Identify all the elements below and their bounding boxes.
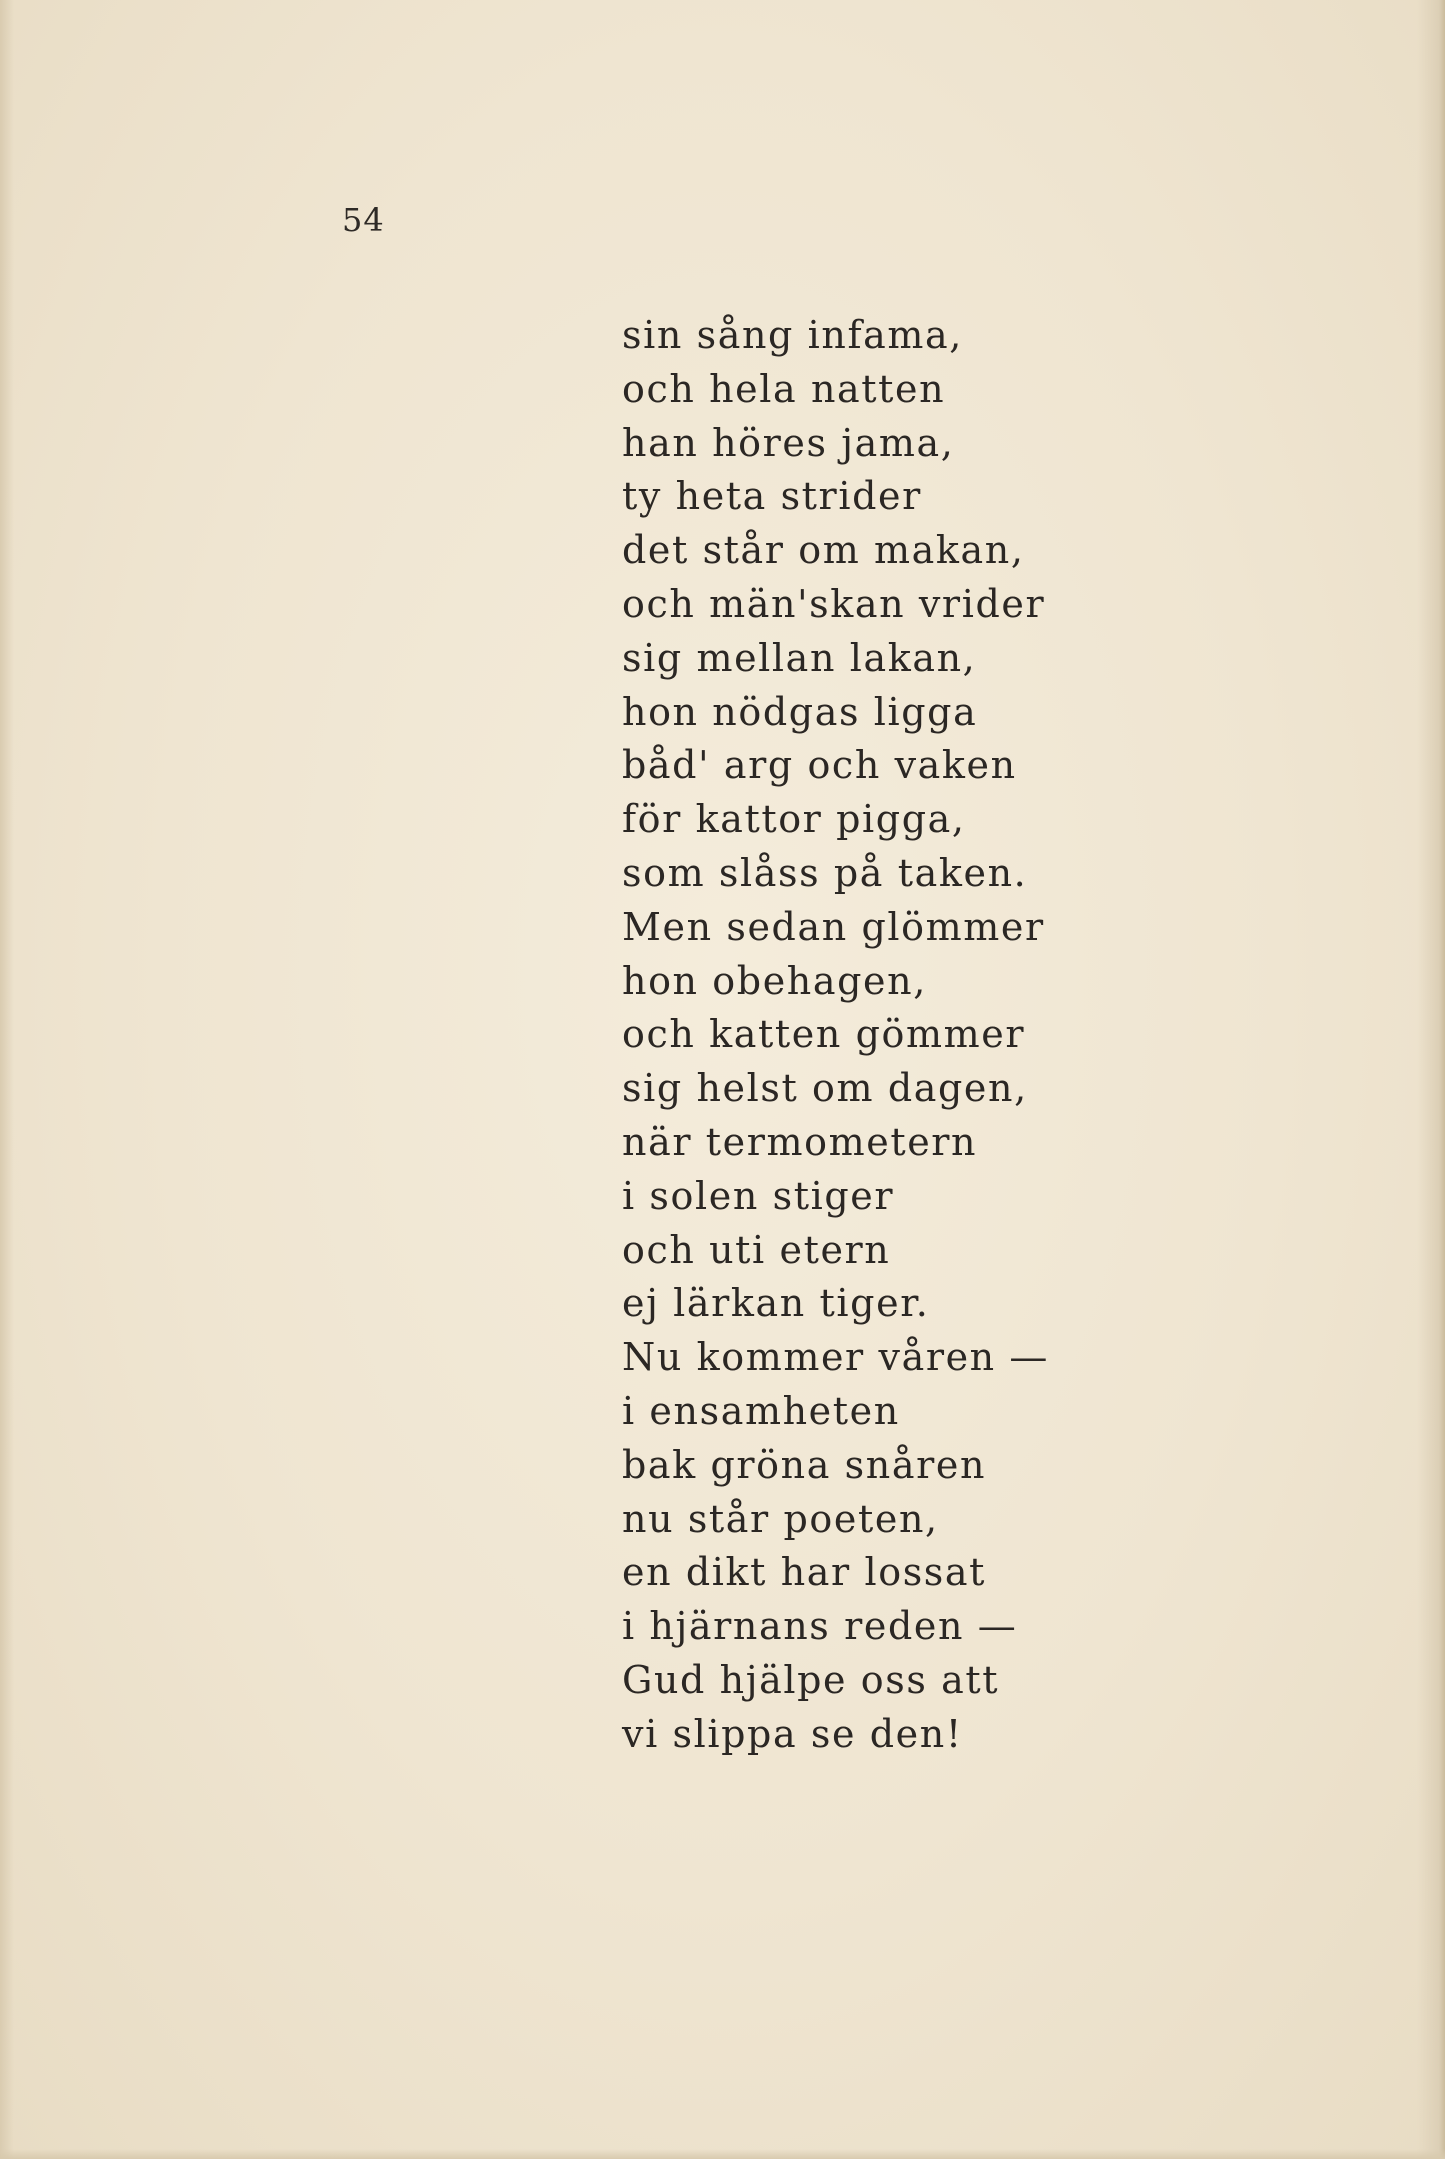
- page-number: 54: [342, 201, 385, 239]
- poem-line: som slåss på taken.: [622, 850, 1028, 895]
- poem-line: för kattor pigga,: [622, 797, 966, 842]
- poem-line: Nu kommer våren —: [622, 1335, 1050, 1380]
- poem-line: och katten gömmer: [622, 1012, 1026, 1057]
- poem-line: Men sedan glömmer: [622, 904, 1045, 949]
- poem-line: bak gröna snåren: [622, 1442, 987, 1487]
- page-right-edge: [1417, 0, 1445, 2159]
- poem-line: i ensamheten: [622, 1388, 900, 1433]
- poem-line: en dikt har lossat: [622, 1550, 987, 1595]
- page-bottom-edge: [0, 2149, 1445, 2159]
- poem-line: sin sång infama,: [622, 313, 963, 357]
- poem-line: sig helst om dagen,: [622, 1066, 1028, 1111]
- poem-line: Gud hjälpe oss att: [622, 1657, 1000, 1702]
- poem-line: och män'skan vrider: [622, 581, 1046, 626]
- poem-line: det står om makan,: [622, 528, 1025, 573]
- poem-line: i hjärnans reden —: [622, 1604, 1018, 1649]
- poem-line: båd' arg och vaken: [622, 743, 1017, 788]
- poem-line: ty heta strider: [622, 474, 922, 519]
- poem-line: sig mellan lakan,: [622, 635, 977, 680]
- poem-line: och uti etern: [622, 1227, 891, 1272]
- poem-line: vi slippa se den!: [622, 1711, 963, 1756]
- poem-line: hon nödgas ligga: [622, 689, 978, 734]
- poem-line: när termometern: [622, 1119, 978, 1164]
- poem-line: och hela natten: [622, 366, 946, 411]
- page-left-edge: [0, 0, 14, 2159]
- poem-line: ej lärkan tiger.: [622, 1281, 930, 1326]
- poem-line: hon obehagen,: [622, 958, 927, 1003]
- poem-line: han höres jama,: [622, 420, 955, 465]
- poem-line: nu står poeten,: [622, 1496, 939, 1541]
- poem-text: [622, 309, 1049, 1762]
- poem-line: i solen stiger: [622, 1173, 895, 1218]
